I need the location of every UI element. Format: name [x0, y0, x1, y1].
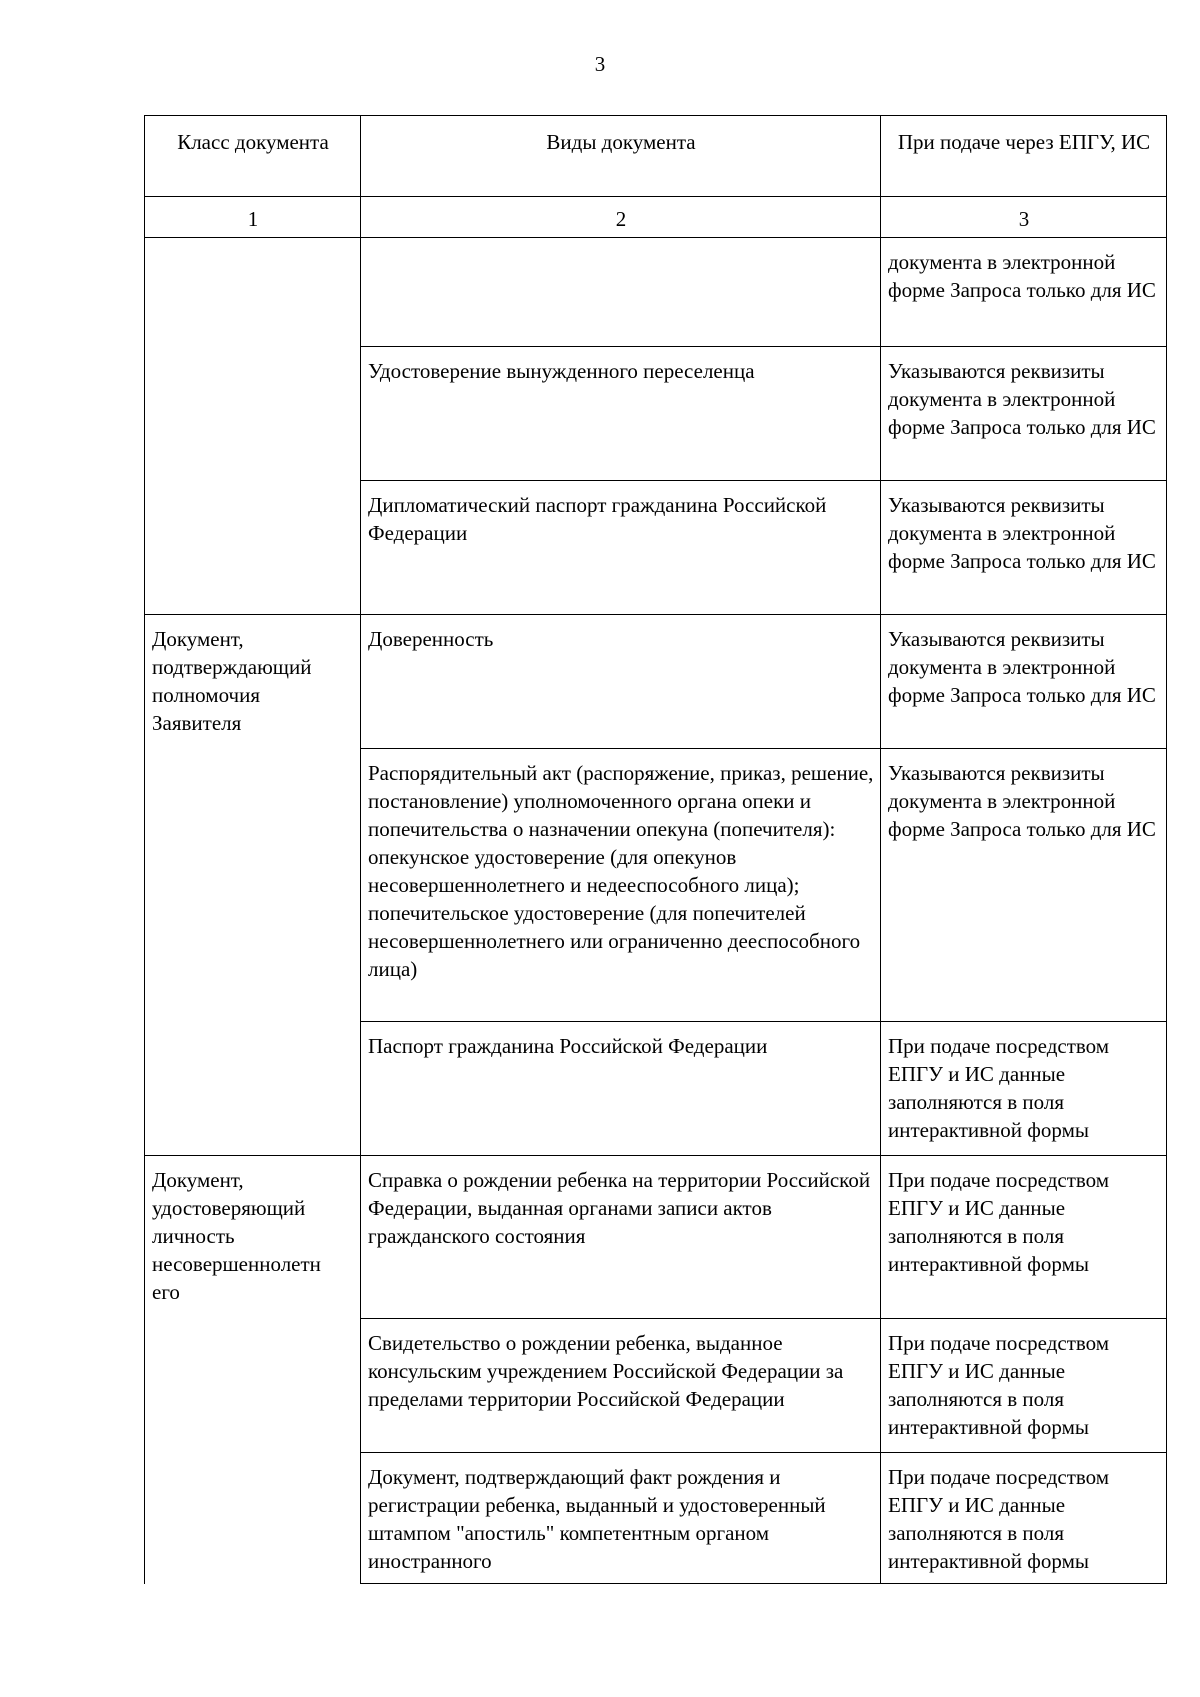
table-row [145, 1156, 1167, 1319]
document-class-cell [145, 238, 361, 615]
document-kind-cell: Справка о рождении ребенка на территории Российской Федерации, выданная органами записи актов гражданского состояния [361, 1156, 881, 1319]
document-kind-cell: Доверенность [361, 615, 881, 749]
column-number-row [145, 197, 1167, 238]
documents-table [144, 115, 1167, 1584]
epgu-cell: При подаче посредством ЕПГУ и ИС данные заполняются в поля интерактивной формы [881, 1022, 1167, 1156]
table-row [145, 238, 1167, 347]
header-document-class: Класс документа [145, 116, 361, 197]
page-number: 3 [594, 52, 606, 76]
document-kind-cell [361, 238, 881, 347]
document-class-cell: Документ, подтверждающий полномочия Заявителя [145, 615, 361, 1156]
table-header-row [145, 116, 1167, 197]
document-kind-cell: Распорядительный акт (распоряжение, приказ, решение, постановление) уполномоченного органа опеки и попечительства о назначении опекуна (попечителя): опекунское удостоверение (для опекунов несовершеннолетнего и недееспособного лица); попечительское удостоверение (для попечителей несовершеннолетнего или ограниченно дееспособного лица) [361, 749, 881, 1022]
column-number: 2 [361, 197, 881, 238]
table-row [145, 615, 1167, 749]
epgu-cell: При подаче посредством ЕПГУ и ИС данные заполняются в поля интерактивной формы [881, 1453, 1167, 1584]
document-kind-cell: Паспорт гражданина Российской Федерации [361, 1022, 881, 1156]
document-kind-cell: Документ, подтверждающий факт рождения и регистрации ребенка, выданный и удостоверенный штампом "апостиль" компетентным органом иностранного [361, 1453, 881, 1584]
epgu-cell: Указываются реквизиты документа в электронной форме Запроса только для ИС [881, 347, 1167, 481]
header-document-kinds: Виды документа [361, 116, 881, 197]
epgu-cell: При подаче посредством ЕПГУ и ИС данные заполняются в поля интерактивной формы [881, 1156, 1167, 1319]
column-number: 3 [881, 197, 1167, 238]
epgu-cell: документа в электронной форме Запроса только для ИС [881, 238, 1167, 347]
document-class-cell: Документ, удостоверяющий личность несовершеннолетн его [145, 1156, 361, 1584]
epgu-cell: Указываются реквизиты документа в электронной форме Запроса только для ИС [881, 749, 1167, 1022]
header-epgu-submission: При подаче через ЕПГУ, ИС [881, 116, 1167, 197]
epgu-cell: Указываются реквизиты документа в электронной форме Запроса только для ИС [881, 615, 1167, 749]
document-kind-cell: Свидетельство о рождении ребенка, выданное консульским учреждением Российской Федерации за пределами территории Российской Федерации [361, 1319, 881, 1453]
document-kind-cell: Дипломатический паспорт гражданина Российской Федерации [361, 481, 881, 615]
column-number: 1 [145, 197, 361, 238]
epgu-cell: При подаче посредством ЕПГУ и ИС данные заполняются в поля интерактивной формы [881, 1319, 1167, 1453]
document-kind-cell: Удостоверение вынужденного переселенца [361, 347, 881, 481]
epgu-cell: Указываются реквизиты документа в электронной форме Запроса только для ИС [881, 481, 1167, 615]
